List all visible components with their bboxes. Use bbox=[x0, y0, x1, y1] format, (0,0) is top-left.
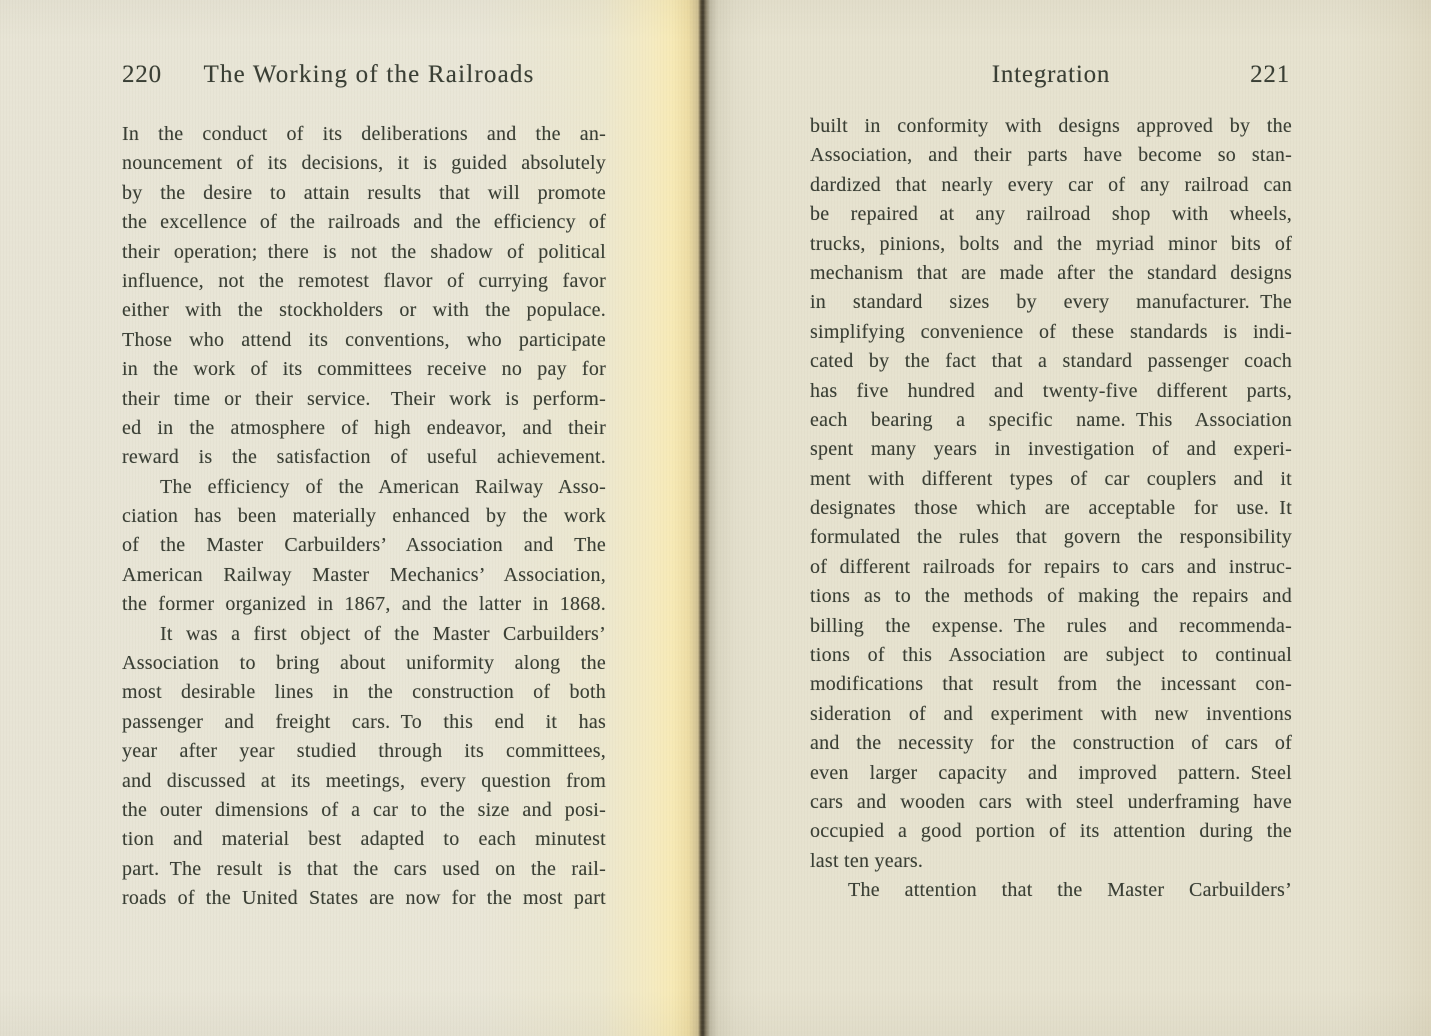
text-line: ed in the atmosphere of high endeavor, and their bbox=[122, 416, 606, 439]
text-line: nouncement of its decisions, it is guided absolutely bbox=[122, 152, 606, 175]
text-line: ment with different types of car couplers and it bbox=[810, 467, 1292, 490]
left-page-header bbox=[122, 58, 606, 92]
text-line: their time or their service. Their work is perform- bbox=[122, 387, 606, 410]
text-line: has five hundred and twenty-five different parts, bbox=[810, 379, 1292, 402]
text-line: either with the stockholders or with the populace. bbox=[122, 299, 606, 322]
text-line: in standard sizes by every manufacturer. The bbox=[810, 291, 1292, 314]
right-page bbox=[810, 58, 1292, 906]
text-line: roads of the United States are now for the most part bbox=[122, 887, 606, 910]
text-line: the outer dimensions of a car to the size and posi- bbox=[122, 798, 606, 821]
text-line: part. The result is that the cars used on the rail- bbox=[122, 857, 606, 880]
text-line: even larger capacity and improved pattern. Steel bbox=[810, 761, 1292, 784]
right-page-header bbox=[810, 58, 1292, 92]
text-line: last ten years. bbox=[810, 849, 924, 872]
text-line: most desirable lines in the construction of both bbox=[122, 681, 606, 704]
text-line: cars and wooden cars with steel underframing have bbox=[810, 790, 1292, 813]
text-line: by the desire to attain results that will promote bbox=[122, 181, 606, 204]
text-line: built in conformity with designs approved by the bbox=[810, 115, 1292, 137]
left-running-title: The Working of the Railroads bbox=[203, 61, 535, 88]
text-line: sideration of and experiment with new inventions bbox=[810, 702, 1292, 725]
text-line: of different railroads for repairs to cars and instruc- bbox=[810, 555, 1292, 578]
text-line: be repaired at any railroad shop with wheels, bbox=[810, 203, 1292, 226]
text-line: of the Master Carbuilders’ Association and The bbox=[122, 534, 606, 557]
right-running-title: Integration bbox=[991, 61, 1111, 88]
text-line: The efficiency of the American Railway Asso- bbox=[160, 475, 606, 498]
text-line: tion and material best adapted to each minutest bbox=[122, 828, 606, 851]
text-line: and the necessity for the construction of cars of bbox=[810, 732, 1292, 755]
text-line: influence, not the remotest flavor of currying favor bbox=[122, 269, 606, 292]
left-page-text bbox=[122, 120, 606, 914]
text-line: American Railway Master Mechanics’ Association, bbox=[122, 563, 606, 586]
text-line: Those who attend its conventions, who participate bbox=[122, 328, 606, 351]
text-line: simplifying convenience of these standards is indi- bbox=[810, 320, 1292, 343]
left-page-number: 220 bbox=[122, 61, 162, 88]
text-line: year after year studied through its committees, bbox=[122, 740, 606, 763]
text-line: tions of this Association are subject to continual bbox=[810, 644, 1292, 667]
text-line: passenger and freight cars. To this end it has bbox=[122, 710, 606, 733]
text-line: the former organized in 1867, and the latter in 1868. bbox=[122, 593, 606, 616]
text-line: formulated the rules that govern the responsibility bbox=[810, 526, 1292, 549]
text-line: occupied a good portion of its attention during the bbox=[810, 820, 1292, 843]
text-line: their operation; there is not the shadow of political bbox=[122, 240, 606, 263]
left-page bbox=[122, 58, 606, 914]
text-line: In the conduct of its deliberations and the an- bbox=[122, 123, 606, 145]
text-line: each bearing a specific name. This Association bbox=[810, 408, 1292, 431]
text-line: ciation has been materially enhanced by the work bbox=[122, 505, 606, 528]
text-line: mechanism that are made after the standard designs bbox=[810, 261, 1292, 284]
text-line: and discussed at its meetings, every question from bbox=[122, 769, 606, 792]
text-line: Association, and their parts have become so stan- bbox=[810, 144, 1292, 167]
text-line: the excellence of the railroads and the efficiency of bbox=[122, 211, 606, 234]
text-line: tions as to the methods of making the repairs and bbox=[810, 585, 1292, 608]
right-page-text bbox=[810, 112, 1292, 906]
text-line: trucks, pinions, bolts and the myriad minor bits of bbox=[810, 232, 1292, 255]
text-line: in the work of its committees receive no pay for bbox=[122, 358, 606, 381]
text-line: designates those which are acceptable for use. It bbox=[810, 497, 1292, 520]
text-line: cated by the fact that a standard passenger coach bbox=[810, 350, 1292, 373]
text-line: reward is the satisfaction of useful achievement. bbox=[122, 446, 606, 469]
text-line: billing the expense. The rules and recommenda- bbox=[810, 614, 1292, 637]
text-line: The attention that the Master Carbuilders’ bbox=[848, 879, 1292, 902]
text-line: It was a first object of the Master Carbuilders’ bbox=[160, 622, 606, 645]
right-page-number: 221 bbox=[1250, 61, 1290, 88]
text-line: modifications that result from the incessant con- bbox=[810, 673, 1292, 696]
text-line: Association to bring about uniformity along the bbox=[122, 652, 606, 675]
text-line: dardized that nearly every car of any railroad can bbox=[810, 173, 1292, 196]
text-line: spent many years in investigation of and experi- bbox=[810, 438, 1292, 461]
